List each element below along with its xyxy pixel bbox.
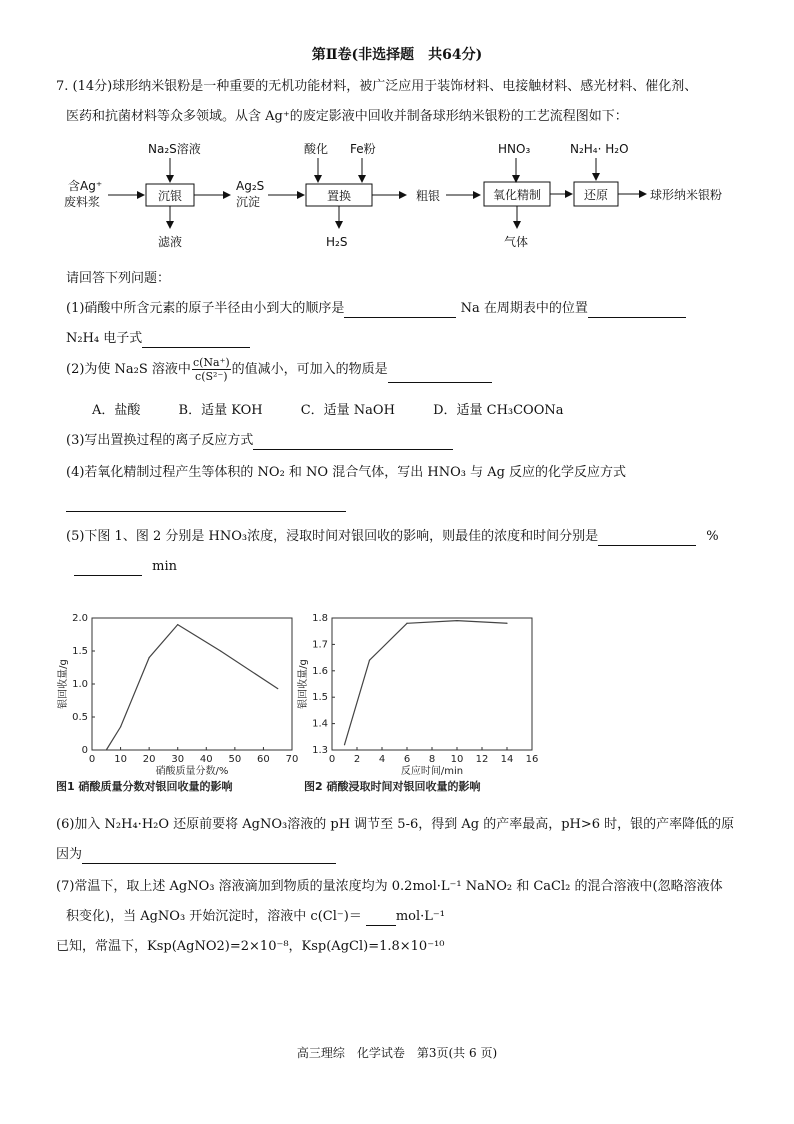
chart-1-series-line	[106, 625, 277, 750]
flow-product: 球形纳米银粉	[650, 188, 723, 202]
chart-1-x-tick-label: 10	[114, 754, 127, 765]
option-a[interactable]: A．盐酸	[92, 403, 141, 418]
question-7-text-a: (7)常温下，取上述 AgNO₃ 溶液滴加到物质的量浓度均为 0.2mol·L⁻¹ NaNO₂ 和 CaCl₂ 的混合溶液中(忽略溶液体	[56, 879, 723, 894]
answer-blank-substance[interactable]	[388, 368, 492, 383]
question-7-line1	[56, 878, 723, 896]
chart-1-y-tick-label: 0.5	[72, 712, 88, 723]
answer-blank-radius-order[interactable]	[344, 303, 456, 318]
chart-2-y-tick-label: 1.5	[312, 692, 328, 704]
chart-2-data-point	[506, 623, 507, 624]
flow-mid-ag2s-line1: Ag₂S	[236, 179, 265, 193]
chart-2-x-tick-label: 2	[353, 754, 361, 765]
question-5-line	[66, 528, 719, 546]
question-7-intro-line1: 7. (14分)球形纳米银粉是一种重要的无机功能材料，被广泛应用于装饰材料、电接触材料、感光材料、催化剂、	[56, 79, 698, 94]
chart-2-x-tick-label: 8	[428, 754, 436, 765]
chart-2-x-tick-label: 4	[378, 754, 386, 765]
option-b[interactable]: B．适量 KOH	[178, 403, 263, 418]
answer-blank-reason[interactable]	[82, 849, 336, 864]
question-2-line	[66, 356, 492, 383]
chart-2-title: 图2 硝酸浸取时间对银回收量的影响	[304, 780, 481, 793]
chart-1-x-tick-label: 40	[199, 754, 213, 765]
chart-1-x-tick-label: 20	[142, 754, 156, 765]
fraction-denominator: c(S²⁻)	[195, 370, 228, 383]
flow-input-line1: 含Ag⁺	[68, 179, 103, 193]
flow-reagent-acid: 酸化	[304, 142, 329, 156]
answer-blank-na-position[interactable]	[588, 303, 686, 318]
flow-out-h2s: H₂S	[326, 235, 348, 249]
question-6-text-b: 因为	[56, 847, 83, 862]
chart-2-data-point	[406, 623, 407, 624]
answer-blank-n2h4-electron[interactable]	[142, 333, 250, 348]
question-1-text-b: Na 在周期表中的位置	[460, 301, 588, 316]
flow-reagent-na2s: Na₂S溶液	[148, 142, 201, 156]
chart-2-y-tick-label: 1.8	[312, 613, 328, 624]
question-4-line	[66, 464, 626, 482]
chart-2-data-point	[456, 620, 457, 621]
question-2-text-b: 的值减小，可加入的物质是	[231, 362, 388, 377]
question-1-text-a: (1)硝酸中所含元素的原子半径由小到大的顺序是	[66, 301, 345, 316]
question-1-text-c: N₂H₄ 电子式	[66, 331, 143, 346]
section-title: 第Ⅱ卷(非选择题 共64分)	[311, 47, 483, 63]
chart-2-x-tick-label: 6	[403, 754, 411, 765]
question-5-line2	[74, 558, 177, 576]
chart-2-data-point	[344, 744, 345, 745]
flow-reagent-fe: Fe粉	[350, 142, 376, 156]
answer-blank-cl-concentration[interactable]	[366, 911, 396, 926]
charts-figure	[56, 604, 556, 800]
question-6-text-a: (6)加入 N₂H₄·H₂O 还原前要将 AgNO₃溶液的 pH 调节至 5-6，得到 Ag 的产率最高，pH>6 时，银的产率降低的原	[56, 817, 735, 832]
question-7-text-b: 积变化)，当 AgNO₃ 开始沉淀时，溶液中 c(Cl⁻)＝	[66, 909, 362, 924]
chart-1-x-tick-label: 50	[228, 754, 242, 765]
question-7-line3	[56, 938, 444, 956]
chart-1-plot-frame	[92, 618, 292, 750]
chart-2-y-axis-label: 银回收量/g	[298, 659, 309, 709]
chart-2-x-tick-label: 12	[475, 754, 489, 765]
chart-1-y-tick-label: 0	[81, 745, 88, 756]
page-footer: 高三理综 化学试卷 第3页(共 6 页)	[296, 1046, 498, 1060]
chart-2-x-axis-label: 反应时间/min	[400, 766, 464, 777]
question-1-line2	[66, 330, 250, 348]
chart-2-x-tick-label: 10	[450, 754, 464, 765]
chart-1-data-point	[149, 657, 150, 658]
chart-2	[296, 613, 538, 793]
chart-2-data-point	[369, 660, 370, 661]
chart-1-y-tick-label: 2.0	[72, 613, 88, 624]
unit-min: min	[152, 559, 177, 574]
chart-1-x-axis-label: 硝酸质量分数/%	[155, 766, 229, 777]
flow-reagent-hno3: HNO₃	[498, 142, 531, 156]
chart-1-y-axis-label: 银回收量/g	[58, 659, 69, 709]
answer-blank-concentration[interactable]	[598, 531, 696, 546]
question-2-text-a: (2)为使 Na₂S 溶液中	[66, 362, 191, 377]
chart-1-data-point	[177, 624, 178, 625]
question-7-intro-line2: 医药和抗菌材料等众多领域。从含 Ag⁺的废定影液中回收并制备球形纳米银粉的工艺流程图如下：	[66, 109, 628, 124]
flow-input-line2: 废料浆	[64, 195, 101, 209]
chart-1-x-tick-label: 60	[257, 754, 270, 765]
chart-1-x-tick-label: 0	[88, 754, 96, 765]
unit-mol-per-l: mol·L⁻¹	[395, 909, 445, 924]
chart-1	[56, 613, 298, 793]
chart-2-x-tick-label: 16	[525, 754, 539, 765]
question-3-line	[66, 432, 453, 450]
chart-1-data-point	[106, 749, 107, 750]
flow-box-zhihuan-label: 置换	[326, 189, 352, 203]
question-2-options	[92, 402, 598, 420]
ratio-fraction	[192, 356, 231, 383]
option-d[interactable]: D．适量 CH₃COONa	[433, 403, 564, 418]
chart-2-y-tick-label: 1.4	[312, 718, 328, 730]
question-1-line1	[66, 300, 686, 318]
flow-box-reduction-label: 还原	[583, 188, 609, 202]
question-6-line1	[56, 816, 734, 834]
unit-percent: %	[706, 529, 719, 544]
answer-blank-chemical-equation[interactable]	[66, 497, 346, 512]
prompt-text: 请回答下列问题：	[66, 271, 171, 286]
question-3-text: (3)写出置换过程的离子反应方式	[66, 433, 254, 448]
question-7-line2	[66, 908, 445, 926]
flow-out-gas: 气体	[504, 235, 529, 249]
question-6-line2	[56, 846, 336, 864]
chart-2-y-tick-label: 1.7	[312, 639, 328, 651]
chart-2-x-tick-label: 0	[328, 754, 336, 765]
question-4-answer-line	[66, 494, 346, 512]
option-c[interactable]: C．适量 NaOH	[300, 403, 395, 418]
process-flowchart	[60, 136, 760, 254]
question-5-text: (5)下图 1、图 2 分别是 HNO₃浓度，浸取时间对银回收的影响，则最佳的浓度和时间分别是	[66, 529, 599, 544]
flow-reagent-hydrazine: N₂H₄· H₂O	[570, 142, 629, 156]
chart-2-x-tick-label: 14	[500, 754, 514, 765]
flow-out-filtrate: 滤液	[158, 235, 183, 249]
chart-2-series-line	[345, 621, 508, 745]
chart-1-x-tick-label: 30	[171, 754, 185, 765]
chart-1-data-point	[220, 650, 221, 651]
chart-1-data-point	[120, 726, 121, 727]
chart-1-y-tick-label: 1.5	[72, 646, 88, 657]
chart-2-y-tick-label: 1.3	[312, 745, 328, 756]
chart-1-y-tick-label: 1.0	[72, 679, 88, 690]
chart-1-x-tick-label: 70	[285, 754, 299, 765]
fraction-numerator: c(Na⁺)	[192, 356, 230, 369]
flow-mid-ag2s-line2: 沉淀	[236, 195, 261, 209]
flow-box-chenyin-label: 沉银	[157, 189, 183, 203]
flow-mid-crude-silver: 粗银	[416, 189, 441, 203]
chart-2-y-tick-label: 1.6	[312, 665, 328, 677]
question-4-text: (4)若氧化精制过程产生等体积的 NO₂ 和 NO 混合气体，写出 HNO₃ 与 Ag 反应的化学反应方式	[66, 465, 627, 480]
flow-box-oxidation-label: 氧化精制	[492, 188, 542, 202]
chart-1-title: 图1 硝酸质量分数对银回收量的影响	[56, 780, 233, 793]
answer-blank-time[interactable]	[74, 561, 142, 576]
question-7-text-c: 已知，常温下，Ksp(AgNO2)=2×10⁻⁸，Ksp(AgCl)=1.8×10⁻¹⁰	[56, 939, 445, 954]
answer-blank-ionic-equation[interactable]	[253, 435, 453, 450]
chart-1-data-point	[277, 688, 278, 689]
